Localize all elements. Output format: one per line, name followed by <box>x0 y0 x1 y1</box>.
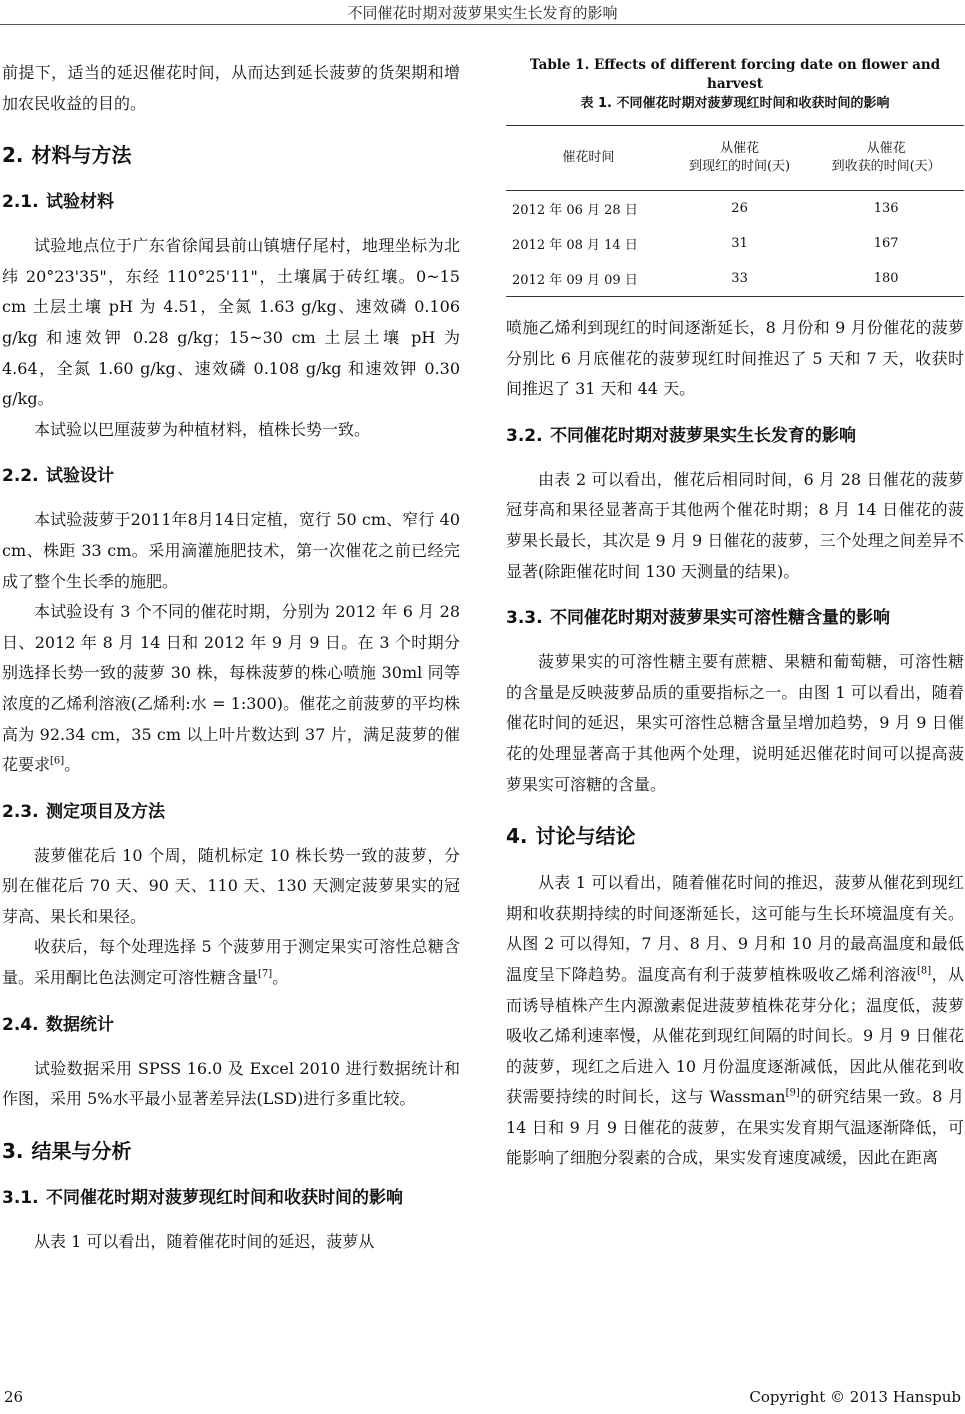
paragraph-text: 的研究结果一致。8 月 14 日和 9 月 9 日催花的菠萝，在果实发育期气温逐渐降低，可能影响了细胞分裂素的合成，果实发育速度减缓，因此在距离 <box>506 1087 964 1168</box>
table-cell: 31 <box>731 236 748 251</box>
subsection-title: 不同催花时期对菠萝果实可溶性糖含量的影响 <box>550 608 890 629</box>
subsection-number: 2.1. <box>2 192 39 213</box>
citation-ref[interactable]: [8] <box>916 965 932 977</box>
subsection-3-3-heading <box>506 603 964 633</box>
subsection-number: 2.3. <box>2 801 39 822</box>
left-column <box>2 58 460 1257</box>
subsection-title: 试验设计 <box>46 466 114 487</box>
subsection-number: 3.3. <box>506 608 543 629</box>
column-header: 从催花 到收获的时间(天） <box>831 141 941 174</box>
subsection-title: 不同催花时期对菠萝现红时间和收获时间的影响 <box>46 1187 403 1208</box>
table-cell: 33 <box>731 271 748 286</box>
subsection-number: 3.2. <box>506 425 543 446</box>
paragraph-text: 收获后，每个处理选择 5 个菠萝用于测定果实可溶性总糖含量。采用酮比色法测定可溶性糖含量 <box>2 937 460 988</box>
paragraph-text: 。 <box>64 755 81 775</box>
subsection-3-1-heading <box>2 1183 460 1213</box>
paragraph <box>506 868 964 1174</box>
citation-ref[interactable]: [6] <box>50 755 65 767</box>
paragraph: 菠萝果实的可溶性糖主要有蔗糖、果糖和葡萄糖，可溶性糖的含量是反映菠萝品质的重要指标之一。由图 1 可以看出，随着催花时间的延迟，果实可溶性总糖含量呈增加趋势，9 月 9 日催花的处理显著高于其他两个处理，说明延迟催花时间可以提高菠萝果实可溶糖的含量。 <box>506 652 964 794</box>
table-cell: 2012 年 06 月 28 日 <box>512 203 638 218</box>
subsection-2-1-heading <box>2 187 460 217</box>
header-divider <box>0 24 965 25</box>
subsection-title: 试验材料 <box>46 192 114 213</box>
paragraph: 试验数据采用 SPSS 16.0 及 Excel 2010 进行数据统计和作图，采用 5%水平最小显著差异法(LSD)进行多重比较。 <box>2 1058 460 1109</box>
table-row <box>506 261 964 297</box>
paragraph: 本试验以巴厘菠萝为种植材料，植株长势一致。 <box>34 419 371 439</box>
paragraph <box>2 597 460 781</box>
table-cell: 167 <box>873 236 899 251</box>
paragraph-text: ，从而诱导植株产生内源激素促进菠萝植株花芽分化；温度低，菠萝吸收乙烯利速率慢，从催花到现红间隔的时间长。9 月 9 日催花的菠萝，现红之后进入 10 月份温度逐渐减低，因此从催花到收获需要持续的时间长，这与 Wassman <box>506 964 964 1107</box>
table-caption-en: Table 1. Effects of different forcing date on flower and harvest <box>529 57 941 92</box>
table-cell: 26 <box>731 201 748 216</box>
column-header: 从催花 到现红的时间(天) <box>688 141 791 174</box>
table-row <box>506 226 964 261</box>
section-number: 4. <box>506 824 528 849</box>
table-header-row <box>506 126 964 191</box>
section-number: 3. <box>2 1138 24 1163</box>
section-title: 讨论与结论 <box>535 824 636 849</box>
subsection-2-3-heading <box>2 797 460 827</box>
paragraph-text: 从表 1 可以看出，随着催花时间的推迟，菠萝从催花到现红期和收获期持续的时间逐渐延长，这可能与生长环境温度有关。从图 2 可以得知，7 月、8 月、9 月和 10 月的最高温度和最低温度呈下降趋势。温度高有利于菠萝植株吸收乙烯利溶液 <box>506 873 964 984</box>
paragraph: 由表 2 可以看出，催花后相同时间，6 月 28 日催花的菠萝冠芽高和果径显著高于其他两个催花时期；8 月 14 日催花的菠萝果长最长，其次是 9 月 9 日催花的菠萝，三个处理之间差异不显著(除距催花时间 130 天测量的结果)。 <box>506 469 964 581</box>
paragraph-text: 。 <box>272 968 289 988</box>
subsection-title: 不同催花时期对菠萝果实生长发育的影响 <box>550 425 856 446</box>
section-number: 2. <box>2 143 24 168</box>
copyright-notice: Copyright © 2013 Hanspub <box>749 1388 961 1406</box>
paragraph-text: 本试验设有 3 个不同的催花时期，分别为 2012 年 6 月 28 日、2012 年 8 月 14 日和 2012 年 9 月 9 日。在 3 个时期分别选择长势一致的菠萝 30 株，每株菠萝的株心喷施 30ml 同等浓度的乙烯利溶液(乙烯利:水 = 1:300)。催花之前菠萝的平均株高为 92.34 cm，35 cm 以上叶片数达到 37 片，满足菠萝的催花要求 <box>2 602 460 775</box>
subsection-title: 数据统计 <box>46 1014 114 1035</box>
section-title: 结果与分析 <box>31 1138 132 1163</box>
section-3-heading <box>2 1137 460 1165</box>
right-column <box>506 56 964 1174</box>
column-header: 催花时间 <box>562 150 615 165</box>
paragraph: 试验地点位于广东省徐闻县前山镇塘仔尾村，地理坐标为北纬 20°23'35"，东经 110°25'11"，土壤属于砖红壤。0~15 cm 土层土壤 pH 为 4.51，全氮 1.63 g/kg、速效磷 0.106 g/kg 和速效钾 0.28 g/kg；15~30 cm 土层土壤 pH 为 4.64，全氮 1.60 g/kg、速效磷 0.108 g/kg 和速效钾 0.30 g/kg。 <box>2 236 460 409</box>
paragraph: 从表 1 可以看出，随着催花时间的延迟，菠萝从 <box>34 1231 375 1251</box>
subsection-2-4-heading <box>2 1010 460 1040</box>
page-number: 26 <box>4 1388 24 1406</box>
subsection-number: 3.1. <box>2 1187 39 1208</box>
section-title: 材料与方法 <box>31 143 132 168</box>
section-2-heading <box>2 141 460 169</box>
section-4-heading <box>506 822 964 850</box>
citation-ref[interactable]: [7] <box>258 968 273 980</box>
running-title: 不同催花时期对菠萝果实生长发育的影响 <box>347 4 618 22</box>
subsection-number: 2.4. <box>2 1014 39 1035</box>
intro-tail-paragraph: 前提下，适当的延迟催花时间，从而达到延长菠萝的货架期和增加农民收益的目的。 <box>2 63 460 113</box>
table-cell: 180 <box>873 271 899 286</box>
subsection-2-2-heading <box>2 461 460 491</box>
subsection-title: 测定项目及方法 <box>46 801 165 822</box>
table-cell: 136 <box>873 201 899 216</box>
subsection-number: 2.2. <box>2 466 39 487</box>
paragraph: 本试验菠萝于2011年8月14日定植，宽行 50 cm、窄行 40 cm、株距 33 cm。采用滴灌施肥技术，第一次催花之前已经完成了整个生长季的施肥。 <box>2 510 460 591</box>
paragraph <box>2 932 460 993</box>
table-caption-zh: 表 1. 不同催花时期对菠萝现红时间和收获时间的影响 <box>580 96 890 111</box>
table-row <box>506 191 964 227</box>
table-cell: 2012 年 09 月 09 日 <box>512 273 638 288</box>
table-cell: 2012 年 08 月 14 日 <box>512 238 638 253</box>
subsection-3-2-heading <box>506 421 964 451</box>
paragraph: 菠萝催花后 10 个周，随机标定 10 株长势一致的菠萝，分别在催花后 70 天、90 天、110 天、130 天测定菠萝果实的冠芽高、果长和果径。 <box>2 845 460 926</box>
citation-ref[interactable]: [9] <box>785 1087 800 1099</box>
paragraph: 喷施乙烯利到现红的时间逐渐延长，8 月份和 9 月份催花的菠萝分别比 6 月底催花的菠萝现红时间推迟了 5 天和 7 天，收获时间推迟了 31 天和 44 天。 <box>506 318 964 399</box>
table-1 <box>506 125 964 297</box>
